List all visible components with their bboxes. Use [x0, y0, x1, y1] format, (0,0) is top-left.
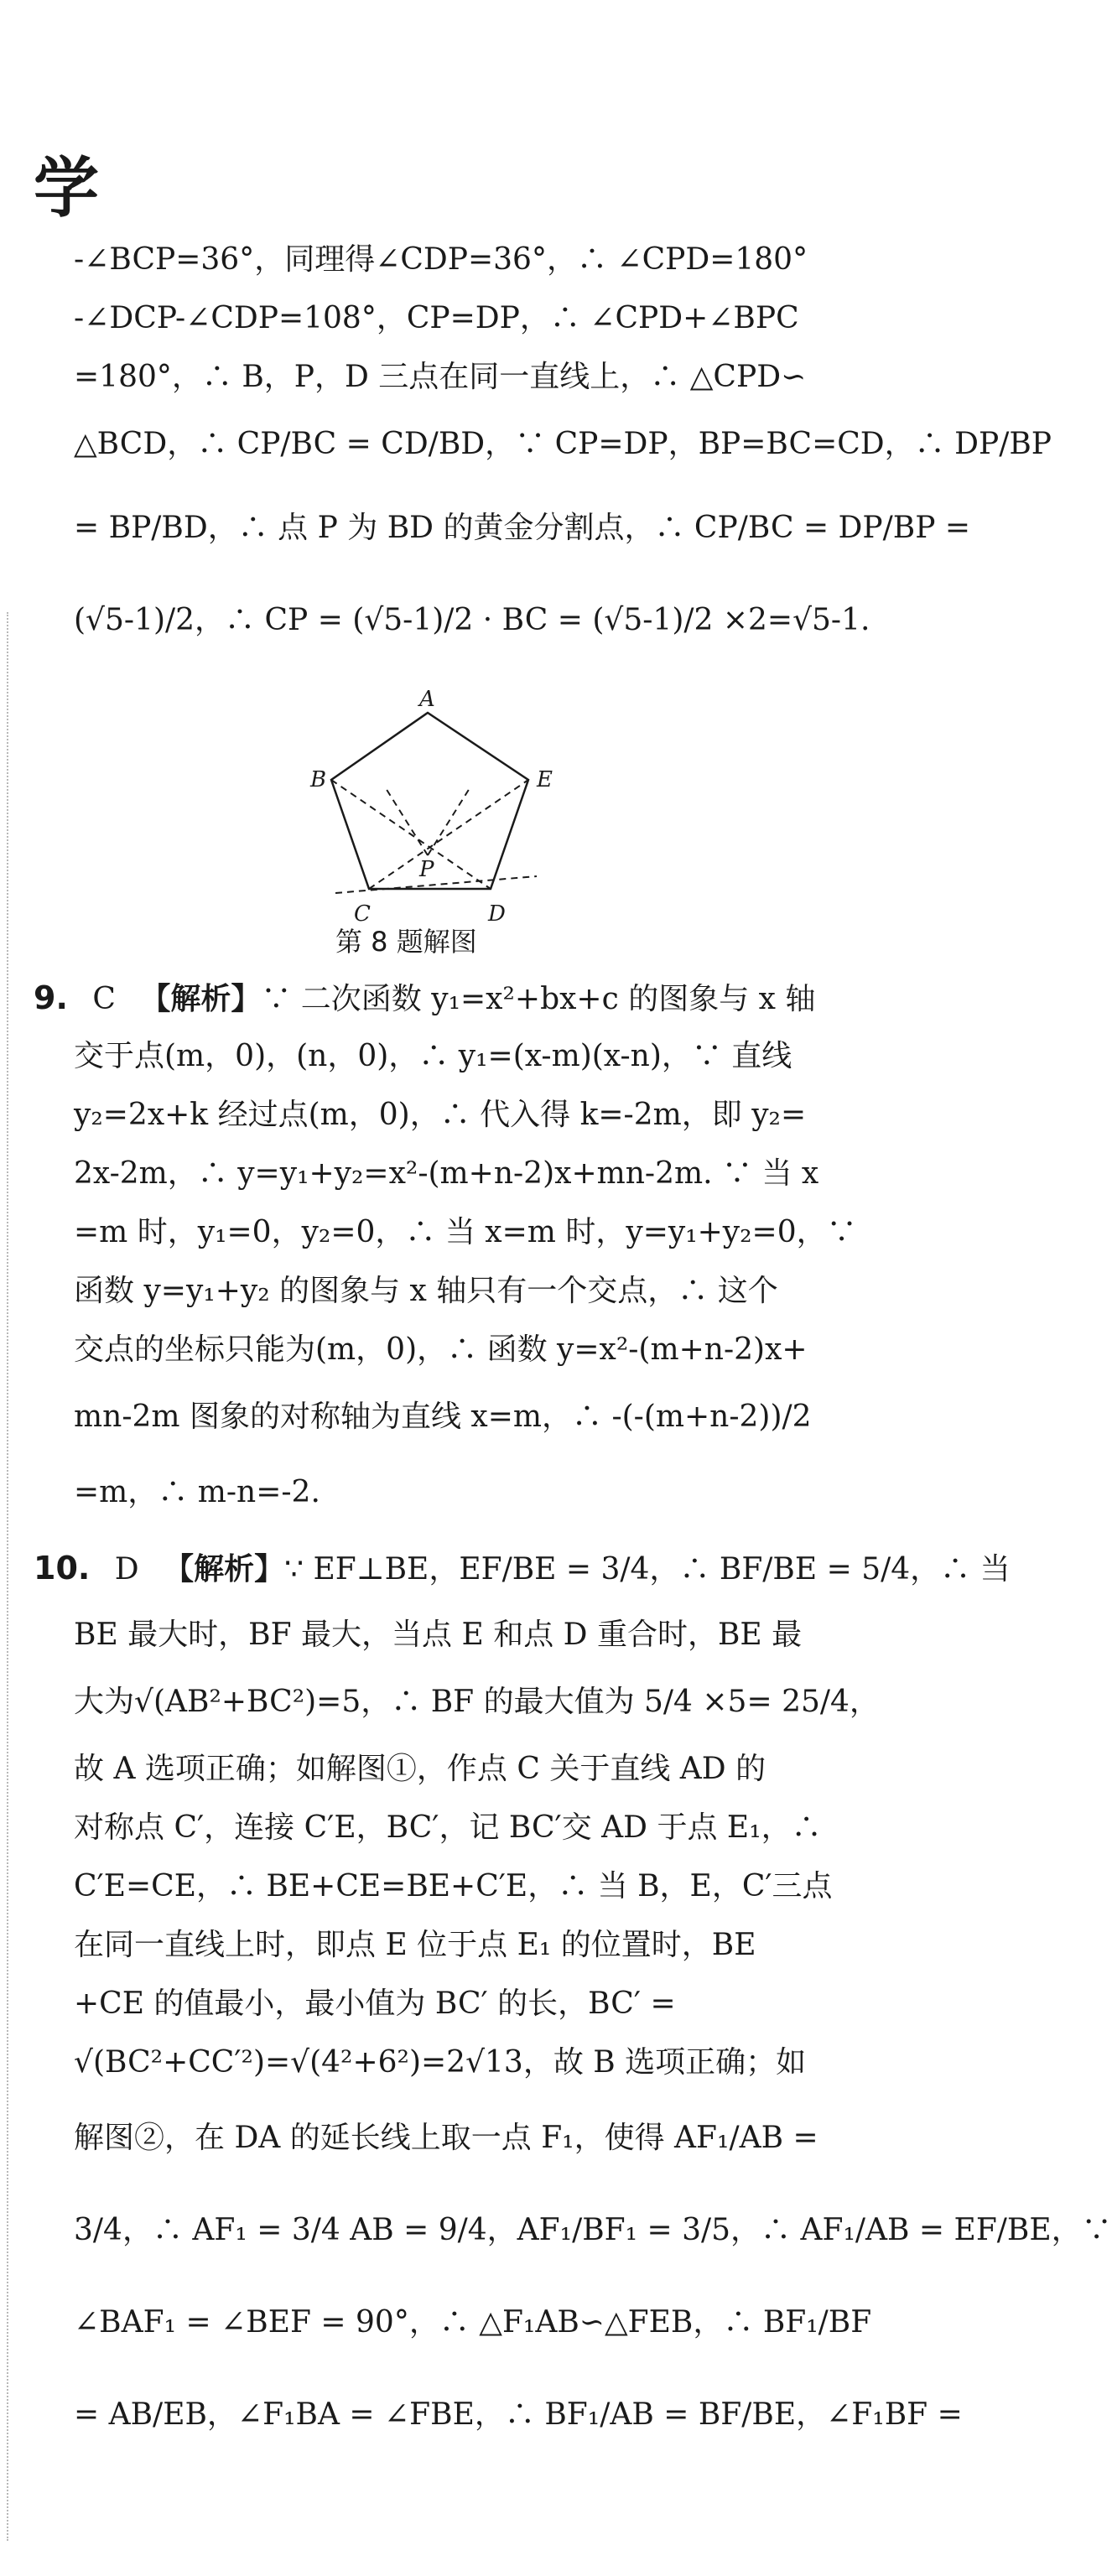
label-e: E: [537, 767, 553, 792]
q9-answer: C: [92, 982, 116, 1016]
label-p: P: [419, 857, 434, 882]
q10-line-3: 大为√(AB²+BC²)=5，∴ BF 的最大值为 5/4 ×5= 25/4，: [74, 1685, 880, 1719]
q10-line-4: 故 A 选项正确；如解图①，作点 C 关于直线 AD 的: [74, 1752, 766, 1786]
q10-line-12: ∠BAF₁ = ∠BEF = 90°，∴ △F₁AB∽△FEB，∴ BF₁/BF: [74, 2305, 872, 2340]
q8-line-2: -∠DCP-∠CDP=108°，CP=DP，∴ ∠CPD+∠BPC: [74, 301, 799, 335]
q10-header: [34, 1550, 1011, 1588]
q10-line-11: 3/4，∴ AF₁ = 3/4 AB = 9/4，AF₁/BF₁ = 3/5，∴ AF₁/AB = EF/BE，∵: [74, 2213, 1112, 2247]
label-c: C: [354, 901, 371, 927]
dashed-line-p2: [428, 788, 470, 855]
q9-line-2: 交于点(m，0)，(n，0)，∴ y₁=(x-m)(x-n)，∵ 直线: [74, 1039, 792, 1073]
q10-line-13: = AB/EB，∠F₁BA = ∠FBE，∴ BF₁/AB = BF/BE，∠F₁BF =: [74, 2397, 963, 2432]
q9-header: [34, 979, 839, 1018]
label-a: A: [419, 687, 435, 712]
q10-analysis-tag: 【解析】: [164, 1552, 285, 1587]
dashed-line-bd: [331, 780, 491, 889]
figure-caption: 第 8 题解图: [335, 926, 477, 958]
q9-line-5: =m 时，y₁=0，y₂=0，∴ 当 x=m 时，y=y₁+y₂=0，∵: [74, 1215, 857, 1249]
q9-line-3: y₂=2x+k 经过点(m，0)，∴ 代入得 k=-2m，即 y₂=: [74, 1098, 807, 1132]
q9-line-6: 函数 y=y₁+y₂ 的图象与 x 轴只有一个交点，∴ 这个: [74, 1274, 778, 1308]
q8-line-3: =180°，∴ B，P，D 三点在同一直线上，∴ △CPD∽: [74, 360, 807, 394]
q9-line-7: 交点的坐标只能为(m，0)，∴ 函数 y=x²-(m+n-2)x+: [74, 1332, 808, 1367]
label-b: B: [310, 767, 327, 792]
scan-edge-divider: [7, 612, 10, 2541]
dashed-line-ce: [369, 780, 528, 889]
q10-line-6: C′E=CE，∴ BE+CE=BE+C′E，∴ 当 B，E，C′三点: [74, 1869, 833, 1903]
q10-line-1: ∵ EF⊥BE，EF/BE = 3/4，∴ BF/BE = 5/4，∴ 当: [284, 1552, 1011, 1587]
q9-line-4: 2x-2m，∴ y=y₁+y₂=x²-(m+n-2)x+mn-2m. ∵ 当 x: [74, 1156, 819, 1191]
q10-line-10: 解图②，在 DA 的延长线上取一点 F₁，使得 AF₁/AB =: [74, 2121, 818, 2155]
q10-line-8: +CE 的值最小，最小值为 BC′ 的长，BC′ =: [74, 1987, 676, 2021]
q10-line-9: √(BC²+CC′²)=√(4²+6²)=2√13，故 B 选项正确；如: [74, 2045, 807, 2080]
q9-number: 9.: [34, 979, 68, 1016]
q8-line-6: (√5-1)/2，∴ CP = (√5-1)/2 · BC = (√5-1)/2 ×2=√5-1.: [74, 603, 870, 637]
label-d: D: [488, 901, 506, 927]
pentagon-figure: [252, 688, 604, 939]
q10-number: 10.: [34, 1550, 91, 1587]
q9-line-9: =m，∴ m-n=-2.: [74, 1475, 320, 1509]
page-header-title: 学: [34, 151, 101, 226]
q10-line-5: 对称点 C′，连接 C′E，BC′，记 BC′交 AD 于点 E₁，∴: [74, 1810, 822, 1845]
q8-line-4: △BCD，∴ CP/BC = CD/BD，∵ CP=DP，BP=BC=CD，∴ DP/BP: [74, 427, 1052, 461]
q8-line-1: -∠BCP=36°，同理得∠CDP=36°，∴ ∠CPD=180°: [74, 242, 808, 277]
q9-line-8: mn-2m 图象的对称轴为直线 x=m，∴ -(-(m+n-2))/2: [74, 1400, 812, 1434]
q10-line-7: 在同一直线上时，即点 E 位于点 E₁ 的位置时，BE: [74, 1928, 756, 1962]
q10-answer: D: [114, 1552, 139, 1587]
q9-line-1: ∵ 二次函数 y₁=x²+bx+c 的图象与 x 轴: [261, 982, 816, 1016]
q9-analysis-tag: 【解析】: [140, 982, 262, 1016]
q10-line-2: BE 最大时，BF 最大，当点 E 和点 D 重合时，BE 最: [74, 1618, 803, 1652]
q8-line-5: = BP/BD，∴ 点 P 为 BD 的黄金分割点，∴ CP/BC = DP/BP =: [74, 511, 971, 545]
